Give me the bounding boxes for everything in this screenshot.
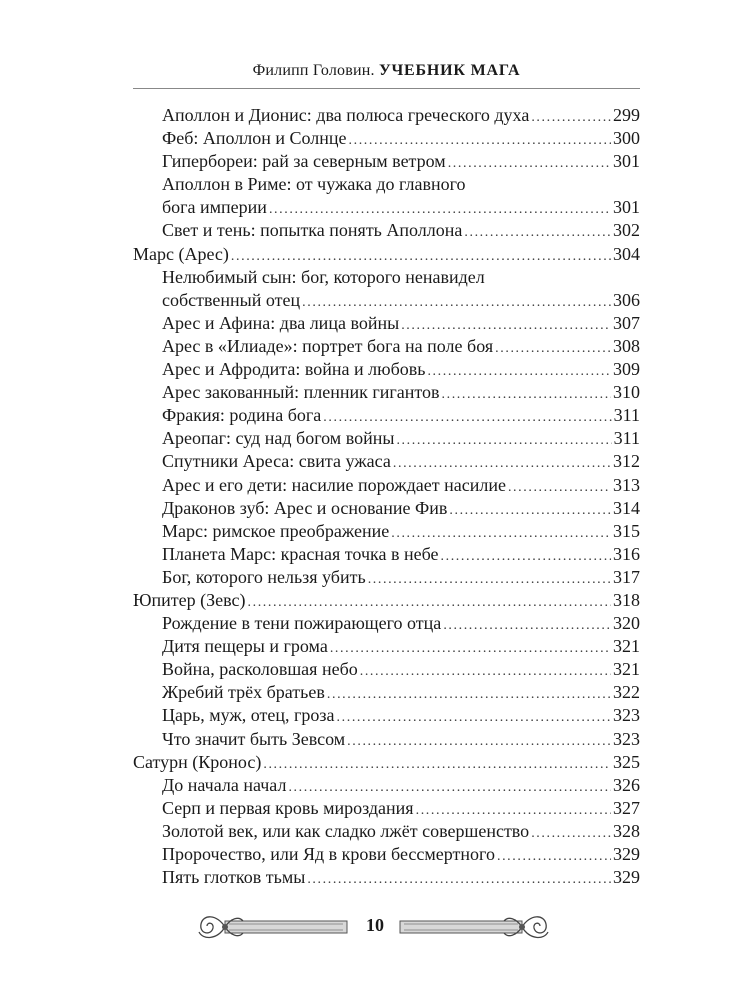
- toc-subentry: [133, 404, 640, 427]
- toc-leader-dots: [307, 868, 611, 891]
- toc-entry-title: бога империи: [162, 197, 267, 218]
- toc-subentry: [133, 635, 640, 658]
- toc-subentry: [133, 266, 640, 289]
- toc-leader-dots: [448, 152, 611, 175]
- toc-subentry: [133, 150, 640, 173]
- toc-entry-title: Что значит быть Зевсом: [162, 728, 346, 749]
- toc-page-number: 329: [613, 844, 640, 864]
- toc-page-number: 299: [613, 105, 640, 125]
- toc-subentry: [133, 104, 640, 127]
- toc-page-number: 306: [613, 289, 640, 310]
- toc-page-number: 318: [613, 589, 640, 610]
- toc-leader-dots: [416, 799, 611, 822]
- table-of-contents: [133, 104, 640, 889]
- header-author: Филипп Головин.: [252, 62, 375, 79]
- toc-entry-title: Жребий трёх братьев: [162, 682, 325, 703]
- toc-leader-dots: [396, 429, 611, 452]
- toc-subentry: [133, 427, 640, 450]
- toc-entry-title: Гипербореи: рай за северным ветром: [162, 151, 446, 172]
- toc-entry-title: Война, расколовшая небо: [162, 659, 358, 680]
- toc-leader-dots: [443, 614, 611, 637]
- toc-leader-dots: [269, 198, 611, 221]
- toc-page-number: 326: [613, 774, 640, 795]
- toc-page-number: 307: [613, 312, 640, 333]
- toc-leader-dots: [231, 245, 611, 268]
- toc-page-number: 310: [613, 382, 640, 403]
- toc-page-number: 321: [613, 636, 640, 657]
- scroll-ornament-icon: [397, 910, 552, 944]
- toc-page-number: 322: [613, 682, 640, 703]
- toc-subentry: [133, 543, 640, 566]
- toc-entry-title: До начала начал: [162, 774, 287, 795]
- toc-leader-dots: [427, 360, 611, 383]
- header-book-title: УЧЕБНИК МАГА: [378, 62, 521, 79]
- toc-subentry: [133, 820, 640, 843]
- scroll-ornament-icon: [195, 910, 350, 944]
- toc-entry-title: собственный отец: [162, 289, 301, 310]
- toc-entry-title: Драконов зуб: Арес и основание Фив: [162, 497, 448, 518]
- toc-subentry: [133, 173, 640, 196]
- toc-leader-dots: [288, 776, 611, 799]
- toc-subentry: [133, 566, 640, 589]
- toc-subentry: [133, 219, 640, 242]
- header-rule: [133, 88, 640, 89]
- toc-page-number: 302: [613, 220, 640, 241]
- toc-entry-title: Фракия: родина бога: [162, 405, 322, 426]
- toc-entry-title: Юпитер (Зевс): [133, 589, 246, 610]
- toc-subentry: [133, 289, 640, 312]
- page-footer: [0, 902, 750, 952]
- toc-page-number: 329: [613, 867, 640, 888]
- toc-subentry: [133, 312, 640, 335]
- page-number: 10: [366, 915, 384, 935]
- toc-entry-title: Арес и Афина: два лица войны: [162, 312, 400, 333]
- toc-subentry: [133, 843, 640, 866]
- toc-page-number: 323: [613, 705, 640, 726]
- toc-page-number: 321: [613, 659, 640, 680]
- toc-page-number: 312: [613, 451, 640, 472]
- toc-leader-dots: [508, 476, 611, 499]
- toc-leader-dots: [391, 522, 611, 545]
- toc-entry-title: Арес и его дети: насилие порождает насилие: [162, 474, 506, 495]
- toc-leader-dots: [347, 730, 611, 753]
- toc-page-number: 308: [613, 335, 640, 356]
- toc-section-entry: [133, 589, 640, 612]
- toc-entry-title: Арес закованный: пленник гигантов: [162, 382, 440, 403]
- toc-leader-dots: [464, 221, 611, 244]
- toc-leader-dots: [441, 545, 612, 568]
- toc-page-number: 315: [613, 520, 640, 541]
- toc-leader-dots: [323, 406, 611, 429]
- toc-entry-title: Золотой век, или как сладко лжёт совершенство: [162, 820, 530, 841]
- toc-leader-dots: [449, 499, 611, 522]
- toc-entry-title: Сатурн (Кронос): [133, 751, 262, 772]
- toc-subentry: [133, 127, 640, 150]
- toc-entry-title: Планета Марс: красная точка в небе: [162, 543, 439, 564]
- toc-page-number: 311: [613, 405, 640, 426]
- toc-leader-dots: [330, 637, 611, 660]
- toc-page-number: 316: [613, 543, 640, 564]
- toc-subentry: [133, 450, 640, 473]
- toc-page-number: 301: [613, 151, 640, 172]
- toc-subentry: [133, 774, 640, 797]
- toc-subentry: [133, 335, 640, 358]
- toc-page-number: 328: [613, 820, 640, 841]
- toc-page-number: 327: [613, 797, 640, 818]
- toc-entry-title: Рождение в тени пожирающего отца: [162, 613, 442, 634]
- toc-subentry: [133, 681, 640, 704]
- toc-page-number: 323: [613, 728, 640, 749]
- running-header: [133, 62, 640, 80]
- toc-subentry: [133, 658, 640, 681]
- toc-page-number: 304: [613, 243, 640, 264]
- toc-page-number: 314: [613, 497, 640, 518]
- toc-leader-dots: [393, 452, 611, 475]
- toc-leader-dots: [327, 683, 611, 706]
- toc-leader-dots: [495, 337, 611, 360]
- toc-leader-dots: [337, 706, 611, 729]
- toc-leader-dots: [442, 383, 612, 406]
- toc-entry-title: Пророчество, или Яд в крови бессмертного: [162, 844, 495, 864]
- toc-leader-dots: [248, 591, 612, 614]
- toc-leader-dots: [497, 845, 611, 868]
- toc-entry-title: Серп и первая кровь мироздания: [162, 797, 414, 818]
- toc-leader-dots: [263, 753, 611, 776]
- toc-entry-title: Ареопаг: суд над богом войны: [162, 428, 395, 449]
- toc-entry-title: Дитя пещеры и грома: [162, 636, 328, 657]
- toc-entry-title: Нелюбимый сын: бог, которого ненавидел: [162, 266, 485, 287]
- toc-section-entry: [133, 243, 640, 266]
- toc-leader-dots: [302, 291, 611, 314]
- toc-page-number: 325: [613, 751, 640, 772]
- toc-entry-title: Царь, муж, отец, гроза: [162, 705, 335, 726]
- toc-leader-dots: [349, 129, 612, 152]
- toc-entry-title: Пять глотков тьмы: [162, 867, 306, 888]
- toc-entry-title: Арес в «Илиаде»: портрет бога на поле боя: [162, 335, 494, 356]
- toc-entry-title: Бог, которого нельзя убить: [162, 566, 366, 587]
- toc-subentry: [133, 497, 640, 520]
- toc-leader-dots: [531, 822, 611, 845]
- toc-subentry: [133, 381, 640, 404]
- toc-page-number: 309: [613, 359, 640, 380]
- toc-entry-title: Свет и тень: попытка понять Аполлона: [162, 220, 463, 241]
- toc-leader-dots: [401, 314, 611, 337]
- toc-subentry: [133, 358, 640, 381]
- toc-subentry: [133, 866, 640, 889]
- toc-subentry: [133, 704, 640, 727]
- toc-subentry: [133, 728, 640, 751]
- toc-page-number: 320: [613, 613, 640, 634]
- toc-leader-dots: [368, 568, 611, 591]
- toc-subentry: [133, 520, 640, 543]
- toc-section-entry: [133, 751, 640, 774]
- toc-entry-title: Марс (Арес): [133, 243, 229, 264]
- toc-page-number: 317: [613, 566, 640, 587]
- toc-leader-dots: [531, 106, 611, 129]
- toc-entry-title: Аполлон и Дионис: два полюса греческого духа: [162, 105, 530, 125]
- toc-leader-dots: [360, 660, 611, 683]
- toc-entry-title: Арес и Афродита: война и любовь: [162, 359, 426, 380]
- toc-entry-title: Спутники Ареса: свита ужаса: [162, 451, 391, 472]
- toc-subentry: [133, 797, 640, 820]
- toc-page-number: 311: [613, 428, 640, 449]
- toc-entry-title: Феб: Аполлон и Солнце: [162, 128, 347, 149]
- toc-page-number: 313: [613, 474, 640, 495]
- toc-page-number: 300: [613, 128, 640, 149]
- toc-subentry: [133, 196, 640, 219]
- toc-subentry: [133, 612, 640, 635]
- toc-entry-title: Аполлон в Риме: от чужака до главного: [162, 174, 466, 195]
- toc-subentry: [133, 474, 640, 497]
- toc-page-number: 301: [613, 197, 640, 218]
- toc-entry-title: Марс: римское преображение: [162, 520, 390, 541]
